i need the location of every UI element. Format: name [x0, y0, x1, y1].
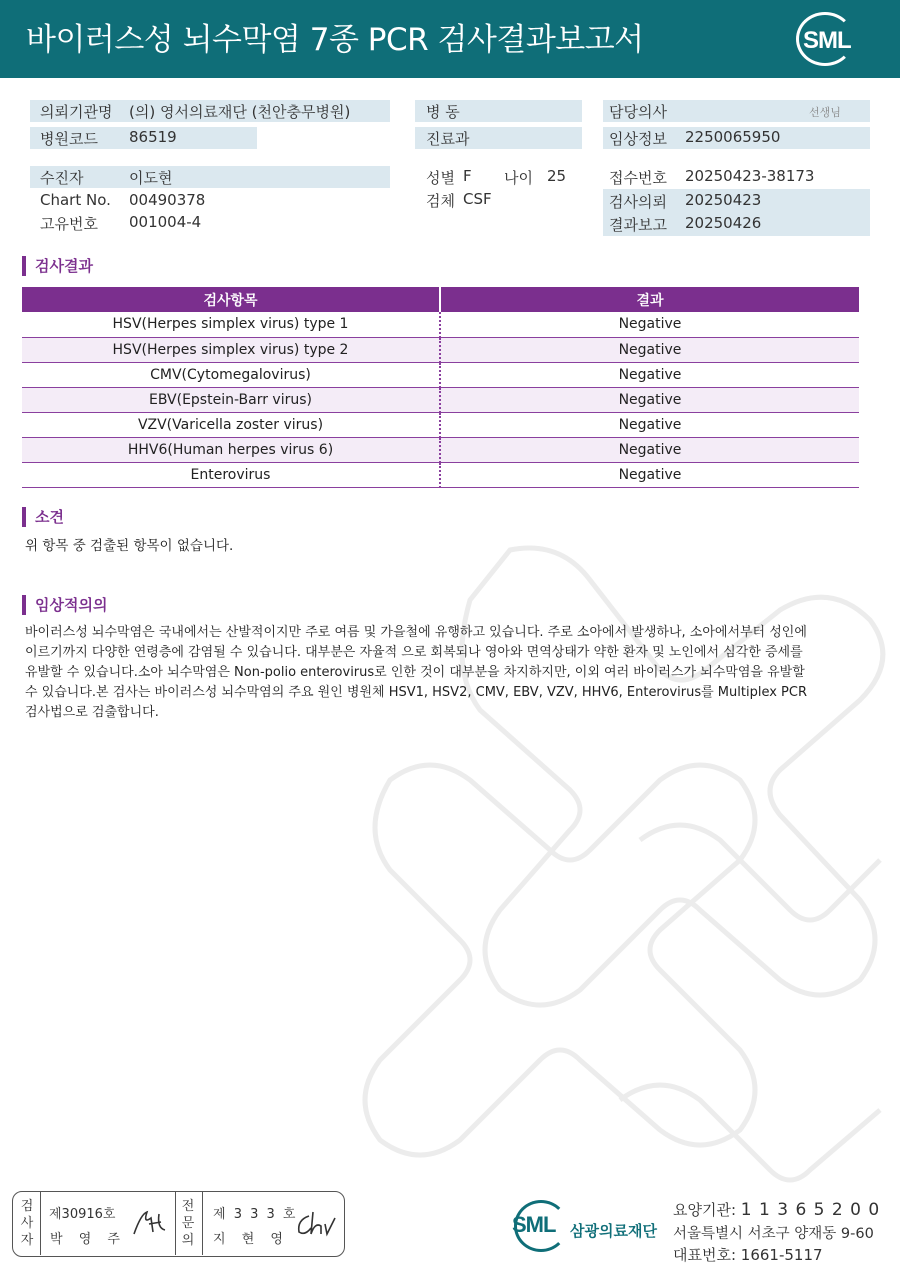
ward-label: 병 동 — [426, 103, 460, 121]
table-row — [22, 337, 859, 362]
test-result: Negative — [440, 412, 859, 437]
findings-section-title: 소견 — [22, 507, 64, 527]
chart-row — [30, 190, 390, 212]
department-row — [415, 127, 582, 149]
unique-row — [30, 212, 390, 234]
tester-signature-icon — [131, 1208, 171, 1238]
sex-label: 성별 — [426, 169, 455, 187]
ward-row — [415, 100, 582, 122]
test-item: EBV(Epstein-Barr virus) — [22, 387, 440, 412]
institution-value: (의) 영서의료재단 (천안충무병원) — [129, 103, 351, 121]
institution-code-label: 요양기관: — [673, 1201, 737, 1219]
tester-label-char: 검 — [20, 1199, 34, 1214]
sex-age-row — [415, 166, 595, 188]
header-test-item: 검사항목 — [22, 287, 440, 312]
hospital-code-value: 86519 — [129, 128, 177, 146]
signature-divider — [202, 1192, 203, 1255]
tester-label-char: 자 — [20, 1233, 34, 1248]
sml-logo-text: SML — [803, 27, 851, 54]
report-header — [0, 0, 900, 78]
report-value: 20250426 — [685, 214, 762, 232]
address-line: 서울특별시 서초구 양재동 9-60 — [673, 1226, 874, 1242]
clinical-line: 유발할 수 있습니다.소아 뇌수막염은 Non-polio enterovirus로 인한 것이 대부분을 차지하지만, 이외 여러 바이러스가 뇌수막염을 유발할 — [25, 665, 805, 680]
specimen-label: 검체 — [426, 192, 455, 210]
test-item: HSV(Herpes simplex virus) type 2 — [22, 337, 440, 362]
table-row — [22, 437, 859, 462]
tester-name: 박 영 주 — [50, 1232, 126, 1247]
institution-code-value: 1 1 3 6 5 2 0 0 — [740, 1200, 881, 1220]
clinical-significance-text — [25, 623, 807, 723]
table-row — [22, 387, 859, 412]
chart-value: 00490378 — [129, 191, 206, 209]
clinical-line: 바이러스성 뇌수막염은 국내에서는 산발적이지만 주로 여름 및 가을철에 유행하고 있습니다. 주로 소아에서 발생하나, 소아에서부터 성인에 — [25, 625, 807, 640]
age-value: 25 — [547, 167, 567, 185]
receipt-label: 접수번호 — [609, 169, 667, 187]
sex-value: F — [463, 167, 472, 185]
test-item: HSV(Herpes simplex virus) type 1 — [22, 312, 440, 337]
specialist-label-char: 문 — [181, 1216, 195, 1231]
clinical-line: 이르기까지 다양한 연령층에 감염될 수 있습니다. 대부분은 자율적 으로 회복되나 영아와 면역상태가 약한 환자 및 노인에서 심각한 증세를 — [25, 645, 803, 660]
results-table — [22, 287, 859, 488]
unique-label: 고유번호 — [40, 215, 98, 233]
table-row — [22, 312, 859, 337]
chart-label: Chart No. — [40, 191, 111, 209]
institution-row — [30, 100, 390, 122]
footer-logo-text: SML — [512, 1212, 556, 1237]
specimen-value: CSF — [463, 190, 492, 208]
specialist-name: 지 현 영 — [213, 1232, 289, 1247]
test-result: Negative — [440, 312, 859, 337]
specimen-row — [415, 189, 595, 211]
request-label: 검사의뢰 — [609, 193, 667, 211]
specialist-signature-icon — [295, 1208, 339, 1238]
findings-text: 위 항목 중 검출된 항목이 없습니다. — [25, 538, 234, 554]
test-item: HHV6(Human herpes virus 6) — [22, 437, 440, 462]
request-value: 20250423 — [685, 191, 762, 209]
test-item: CMV(Cytomegalovirus) — [22, 362, 440, 387]
hospital-code-label: 병원코드 — [40, 130, 98, 148]
clinical-line: 수 있습니다.본 검사는 바이러스성 뇌수막염의 주요 원인 병원체 HSV1, HSV2, CMV, EBV, VZV, HHV6, Enterovirus를 Multiplex PCR — [25, 685, 807, 700]
clinical-info-value: 2250065950 — [685, 128, 781, 146]
receipt-row — [603, 166, 870, 188]
test-result: Negative — [440, 387, 859, 412]
table-row — [22, 462, 859, 487]
hospital-code-row — [30, 127, 257, 149]
test-result: Negative — [440, 462, 859, 487]
tester-label-char: 사 — [20, 1216, 34, 1231]
test-result: Negative — [440, 337, 859, 362]
header-result: 결과 — [440, 287, 859, 312]
department-label: 진료과 — [426, 130, 470, 148]
doctor-suffix: 선생님 — [809, 106, 841, 119]
table-row — [22, 412, 859, 437]
sml-logo — [796, 12, 854, 66]
test-result: Negative — [440, 437, 859, 462]
results-section-title: 검사결과 — [22, 256, 93, 276]
specialist-license: 제 3 3 3 호 — [213, 1207, 298, 1222]
tester-label — [20, 1198, 34, 1249]
specialist-label — [181, 1198, 195, 1249]
institution-label: 의뢰기관명 — [40, 103, 113, 121]
specialist-label-char: 전 — [181, 1199, 195, 1214]
specialist-label-char: 의 — [181, 1233, 195, 1248]
results-header-row — [22, 287, 859, 312]
unique-value: 001004-4 — [129, 213, 202, 231]
doctor-label: 담당의사 — [609, 103, 667, 121]
doctor-row — [603, 100, 870, 122]
patient-row — [30, 166, 390, 188]
phone-label: 대표번호: — [673, 1246, 737, 1264]
report-label: 결과보고 — [609, 216, 667, 234]
foundation-name: 삼광의료재단 — [570, 1222, 657, 1240]
test-item: Enterovirus — [22, 462, 440, 487]
phone-line — [673, 1244, 823, 1265]
clinical-info-row — [603, 127, 870, 149]
patient-label: 수진자 — [40, 169, 84, 187]
clinical-info-label: 임상정보 — [609, 130, 667, 148]
footer-sml-logo — [510, 1198, 570, 1254]
table-row — [22, 362, 859, 387]
clinical-line: 검사법으로 검출합니다. — [25, 705, 159, 720]
report-title: 바이러스성 뇌수막염 7종 PCR 검사결과보고서 — [26, 22, 644, 58]
institution-code-line — [673, 1199, 880, 1220]
test-result: Negative — [440, 362, 859, 387]
signature-box — [12, 1191, 345, 1257]
age-label: 나이 — [504, 169, 533, 187]
signature-divider — [40, 1192, 41, 1255]
tester-license: 제30916호 — [49, 1207, 116, 1222]
phone-value: 1661-5117 — [740, 1246, 823, 1264]
request-report-block — [603, 189, 870, 236]
patient-value: 이도현 — [129, 169, 173, 187]
clinical-significance-title: 임상적의의 — [22, 595, 107, 615]
receipt-value: 20250423-38173 — [685, 167, 815, 185]
test-item: VZV(Varicella zoster virus) — [22, 412, 440, 437]
signature-divider — [175, 1192, 176, 1255]
